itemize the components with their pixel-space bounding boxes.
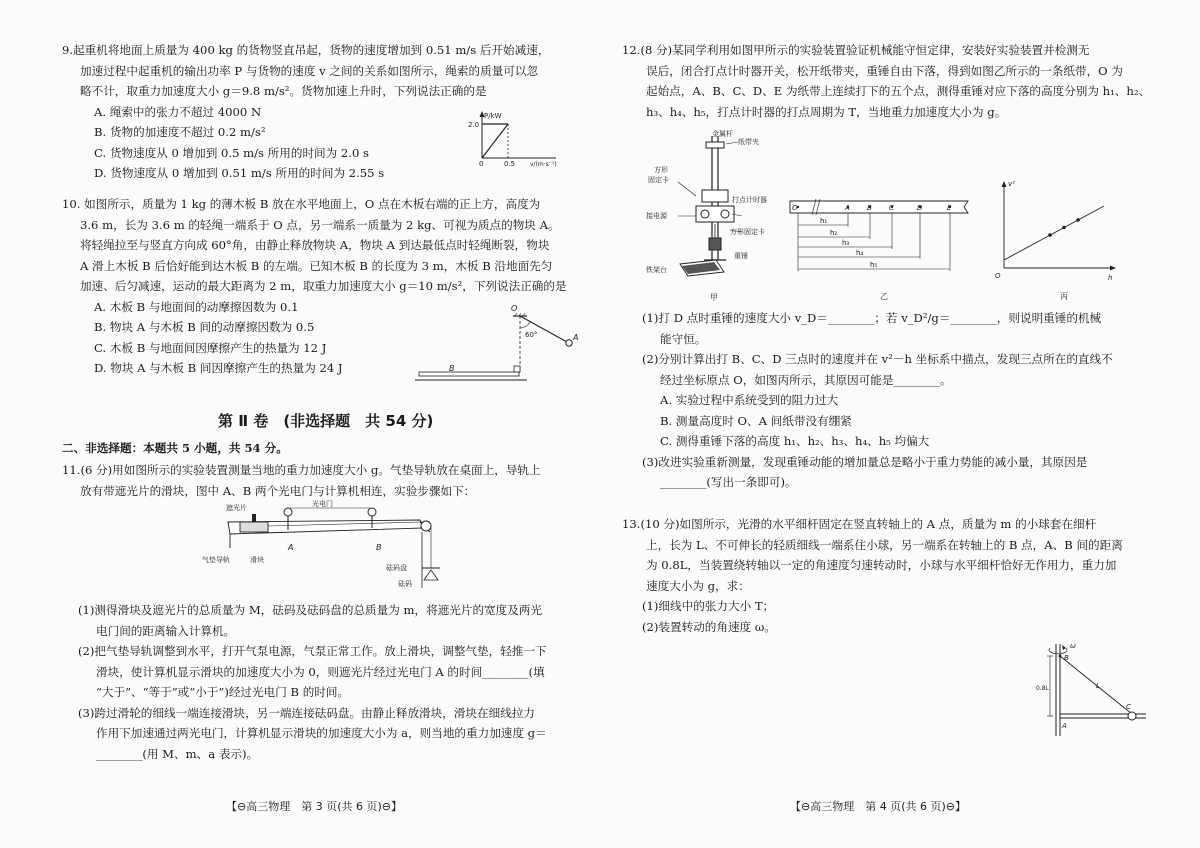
q12-caption-jia: 甲 <box>710 293 718 302</box>
q12-label-fixed-card: 固定卡 <box>648 176 669 184</box>
q11-step: ________(用 M、m、a 表示)。 <box>96 746 259 761</box>
q9-y-label: P/kW <box>484 112 502 120</box>
graph-y-label: v² <box>1008 180 1015 188</box>
q13-line: 为 0.8L，当装置绕转轴以一定的角速度匀速转动时，小球与水平细杆恰好无作用力，重力加 <box>646 558 1117 572</box>
q11-line: 放有带遮光片的滑块，图中 A、B 两个光电门与计算机相连，实验步骤如下： <box>80 483 476 498</box>
q13-label-l: L <box>1096 682 1100 690</box>
q12-sub3: ________(写出一条即可)。 <box>660 475 797 489</box>
tape-h3: h₃ <box>842 239 850 247</box>
q12-v2-h-graph <box>992 176 1122 306</box>
q11-line: 11.(6 分)用如图所示的实验装置测量当地的重力加速度大小 g。气垫导轨放在桌面上，导轨上 <box>62 463 541 477</box>
q13-line: 13.(10 分)如图所示，光滑的水平细杆固定在竖直转轴上的 A 点，质量为 m 的小球套在细杆 <box>622 517 1097 531</box>
q11-step: 滑块，使计算机显示滑块的加速度大小为 0，则遮光片经过光电门 A 的时间________(填 <box>96 664 545 679</box>
q11-label-b: B <box>376 543 382 552</box>
q11-label-zheguangpian: 遮光片 <box>226 504 247 512</box>
q13-sub: (2)装置转动的角速度 ω。 <box>642 619 776 634</box>
q13-label-c: C <box>1126 703 1131 711</box>
q11-step: “大于”、“等于”或“小于”)经过光电门 B 的时间。 <box>96 685 350 699</box>
q13-line: 上，长为 L、不可伸长的轻质细线一端系住小球，另一端系在转轴上的 B 点，A、B 间的距离 <box>646 537 1123 552</box>
q12-sub: (1)打 D 点时重锤的速度大小 v_D＝________；若 v_D²/g＝________，则说明重锤的机械 <box>642 311 1102 325</box>
q9-pv-graph <box>460 108 560 168</box>
q11-step: (1)测得滑块及遮光片的总质量为 M，砝码及砝码盘的总质量为 m，将遮光片的宽度及两光 <box>78 603 543 617</box>
q10-option-c: C. 木板 B 与地面间因摩擦产生的热量为 12 J <box>94 340 327 355</box>
q9-x-origin: 0 <box>479 160 484 168</box>
q9-x-tick: 0.5 <box>504 160 516 168</box>
section-ii-subtitle: 二、非选择题：本题共 5 小题，共 54 分。 <box>62 441 288 455</box>
right-page-footer: 【⊖高三物理 第 4 页(共 6 页)⊖】 <box>790 800 966 813</box>
q9-line: 9.起重机将地面上质量为 400 kg 的货物竖直吊起，货物的速度增加到 0.51 m/s 后开始减速， <box>62 43 550 57</box>
q12-line: 起始点，A、B、C、D、E 为纸带上连续打下的五个点，测得重锤对应下落的高度分别为 h₁、h₂、 <box>646 84 1151 98</box>
question-11 <box>62 460 541 501</box>
q9-option-b: B. 货物的加速度不超过 0.2 m/s² <box>94 125 266 139</box>
tape-label-e: E <box>947 204 952 212</box>
q12-sub3: (3)改进实验重新测量，发现重锤动能的增加量总是略小于重力势能的减小量，其原因是 <box>642 454 1088 469</box>
q12-sub: 经过坐标原点 O，如图丙所示，其原因可能是________。 <box>660 372 952 387</box>
left-page-footer: 【⊖高三物理 第 3 页(共 6 页)⊖】 <box>226 800 402 813</box>
tape-h5: h₅ <box>870 261 878 269</box>
q12-label-square-card: 方形固定卡 <box>730 228 765 236</box>
section-ii-title: 第 Ⅱ 卷 (非选择题 共 54 分) <box>218 412 434 430</box>
q12-label-stand: 铁架台 <box>646 266 667 274</box>
right-page <box>600 0 1200 848</box>
q11-step: (2)把气垫导轨调整到水平，打开气泵电源，气泵正常工作。放上滑块，调整气垫，轻推一下 <box>78 644 547 658</box>
tape-label-d: D <box>917 204 923 212</box>
q11-label-air-track: 气垫导轨 <box>202 556 230 564</box>
q10-line: 10. 如图所示，质量为 1 kg 的薄木板 B 放在水平地面上，O 点在木板右端的正上方，高度为 <box>62 197 541 211</box>
tape-label-c: C <box>889 204 894 212</box>
graph-x-label: h <box>1108 274 1113 282</box>
q12-option-c: C. 测得重锤下落的高度 h₁、h₂、h₃、h₄、h₅ 均偏大 <box>660 434 930 448</box>
q11-label-guangdianmen: 光电门 <box>312 500 333 508</box>
q11-label-weight-pan: 砝码盘 <box>386 564 407 572</box>
q10-option-d: D. 物块 A 与木板 B 间因摩擦产生的热量为 24 J <box>94 361 343 375</box>
q10-line: 加速、后匀减速，运动的最大距离为 2 m，取重力加速度大小 g＝10 m/s²，下列说法正确的是 <box>80 279 567 293</box>
q12-label-weight: 重锤 <box>734 252 748 260</box>
question-12 <box>622 40 1150 122</box>
q12-option-b: B. 测量高度时 O、A 间纸带没有绷紧 <box>660 413 852 428</box>
q12-line: 12.(8 分)某同学利用如图甲所示的实验装置验证机械能守恒定律，安装好实验装置并检测无 <box>622 43 1090 57</box>
q12-apparatus-figure <box>644 130 774 306</box>
q10-angle-label: 60° <box>525 331 538 339</box>
q12-caption-yi: 乙 <box>880 292 888 301</box>
q11-label-slider: 滑块 <box>250 556 264 564</box>
q11-label-a: A <box>288 543 294 552</box>
q11-step: 作用下加速通过两光电门，计算机显示滑块的加速度大小为 a，则当地的重力加速度 g＝ <box>96 726 547 740</box>
q11-step: 电门间的距离输入计算机。 <box>96 623 236 638</box>
q12-subquestions <box>642 308 1113 493</box>
q12-label-timer: 打点计时器 <box>732 196 767 204</box>
tape-h1: h₁ <box>820 217 828 225</box>
q12-label-metal-rod: 金属杆 <box>712 130 733 138</box>
graph-origin-label: O <box>995 272 1001 280</box>
q13-label-a: A <box>1062 722 1067 730</box>
q11-air-track-figure <box>200 500 450 592</box>
q12-line: 误后，闭合打点计时器开关，松开纸带夹，重锤自由下落，得到如图乙所示的一条纸带，O 为 <box>646 63 1123 78</box>
question-13 <box>622 514 1123 637</box>
q9-x-label: v/(m·s⁻¹) <box>530 161 557 168</box>
q9-y-tick: 2.0 <box>468 121 480 129</box>
q12-option-a: A. 实验过程中系统受到的阻力过大 <box>660 393 839 407</box>
q10-label-a: A <box>573 333 579 342</box>
q10-label-o: O <box>511 304 518 313</box>
q12-label-tape-clip: 纸带夹 <box>738 138 759 146</box>
tape-label-b: B <box>867 204 872 212</box>
q12-label-power: 接电源 <box>646 212 667 220</box>
q13-line: 速度大小为 g，求： <box>646 578 750 593</box>
tape-h4: h₄ <box>856 249 864 257</box>
q11-step: (3)跨过滑轮的细线一端连接滑块，另一端连接砝码盘。由静止释放滑块，滑块在细线拉力 <box>78 705 535 720</box>
q13-label-b: B <box>1064 654 1069 662</box>
q12-label-square: 方形 <box>654 166 668 174</box>
q9-option-a: A. 绳索中的张力不超过 4000 N <box>94 104 262 119</box>
q12-caption-bing: 丙 <box>1060 292 1068 301</box>
tape-label-a: A <box>845 204 850 212</box>
q9-line: 略不计，取重力加速度大小 g＝9.8 m/s²。货物加速上升时，下列说法正确的是 <box>80 84 487 98</box>
tape-h2: h₂ <box>830 229 838 237</box>
q13-sub: (1)细线中的张力大小 T； <box>642 599 775 613</box>
q13-label-length: 0.8L <box>1036 685 1049 692</box>
q11-steps <box>78 600 547 764</box>
q10-line: 3.6 m，长为 3.6 m 的轻绳一端系于 O 点，另一端系一质量为 2 kg、可视为质点的物块 A。 <box>80 217 560 232</box>
q9-option-c: C. 货物速度从 0 增加到 0.5 m/s 所用的时间为 2.0 s <box>94 145 369 160</box>
q10-pendulum-figure <box>415 302 585 388</box>
q10-line: 将轻绳拉至与竖直方向成 60°角，由静止释放物块 A，物块 A 到达最低点时轻绳断裂，物块 <box>80 238 550 252</box>
q11-label-weights: 砝码 <box>398 580 412 588</box>
q13-rotating-rod-figure <box>1036 636 1148 740</box>
q12-sub: 能守恒。 <box>660 331 707 346</box>
q10-line: A 滑上木板 B 后恰好能到达木板 B 的左端。已知木板 B 的长度为 3 m，木板 B 沿地面先匀 <box>80 258 553 273</box>
q12-sub: (2)分别计算出打 B、C、D 三点时的速度并在 v²－h 坐标系中描点，发现三点所在的直线不 <box>642 352 1113 366</box>
q12-line: h₃、h₄、h₅，打点计时器的打点周期为 T，当地重力加速度大小为 g。 <box>646 104 1007 119</box>
q9-line: 加速过程中起重机的输出功率 P 与货物的速度 v 之间的关系如图所示，绳索的质量可以忽 <box>80 63 539 78</box>
tape-label-o: O <box>792 204 798 212</box>
q13-omega: ω <box>1070 642 1076 650</box>
q12-tape-figure <box>786 195 976 305</box>
q9-option-d: D. 货物速度从 0 增加到 0.51 m/s 所用的时间为 2.55 s <box>94 166 385 180</box>
q10-option-a: A. 木板 B 与地面间的动摩擦因数为 0.1 <box>94 299 299 314</box>
q10-label-b: B <box>449 364 455 373</box>
q10-option-b: B. 物块 A 与木板 B 间的动摩擦因数为 0.5 <box>94 320 315 334</box>
